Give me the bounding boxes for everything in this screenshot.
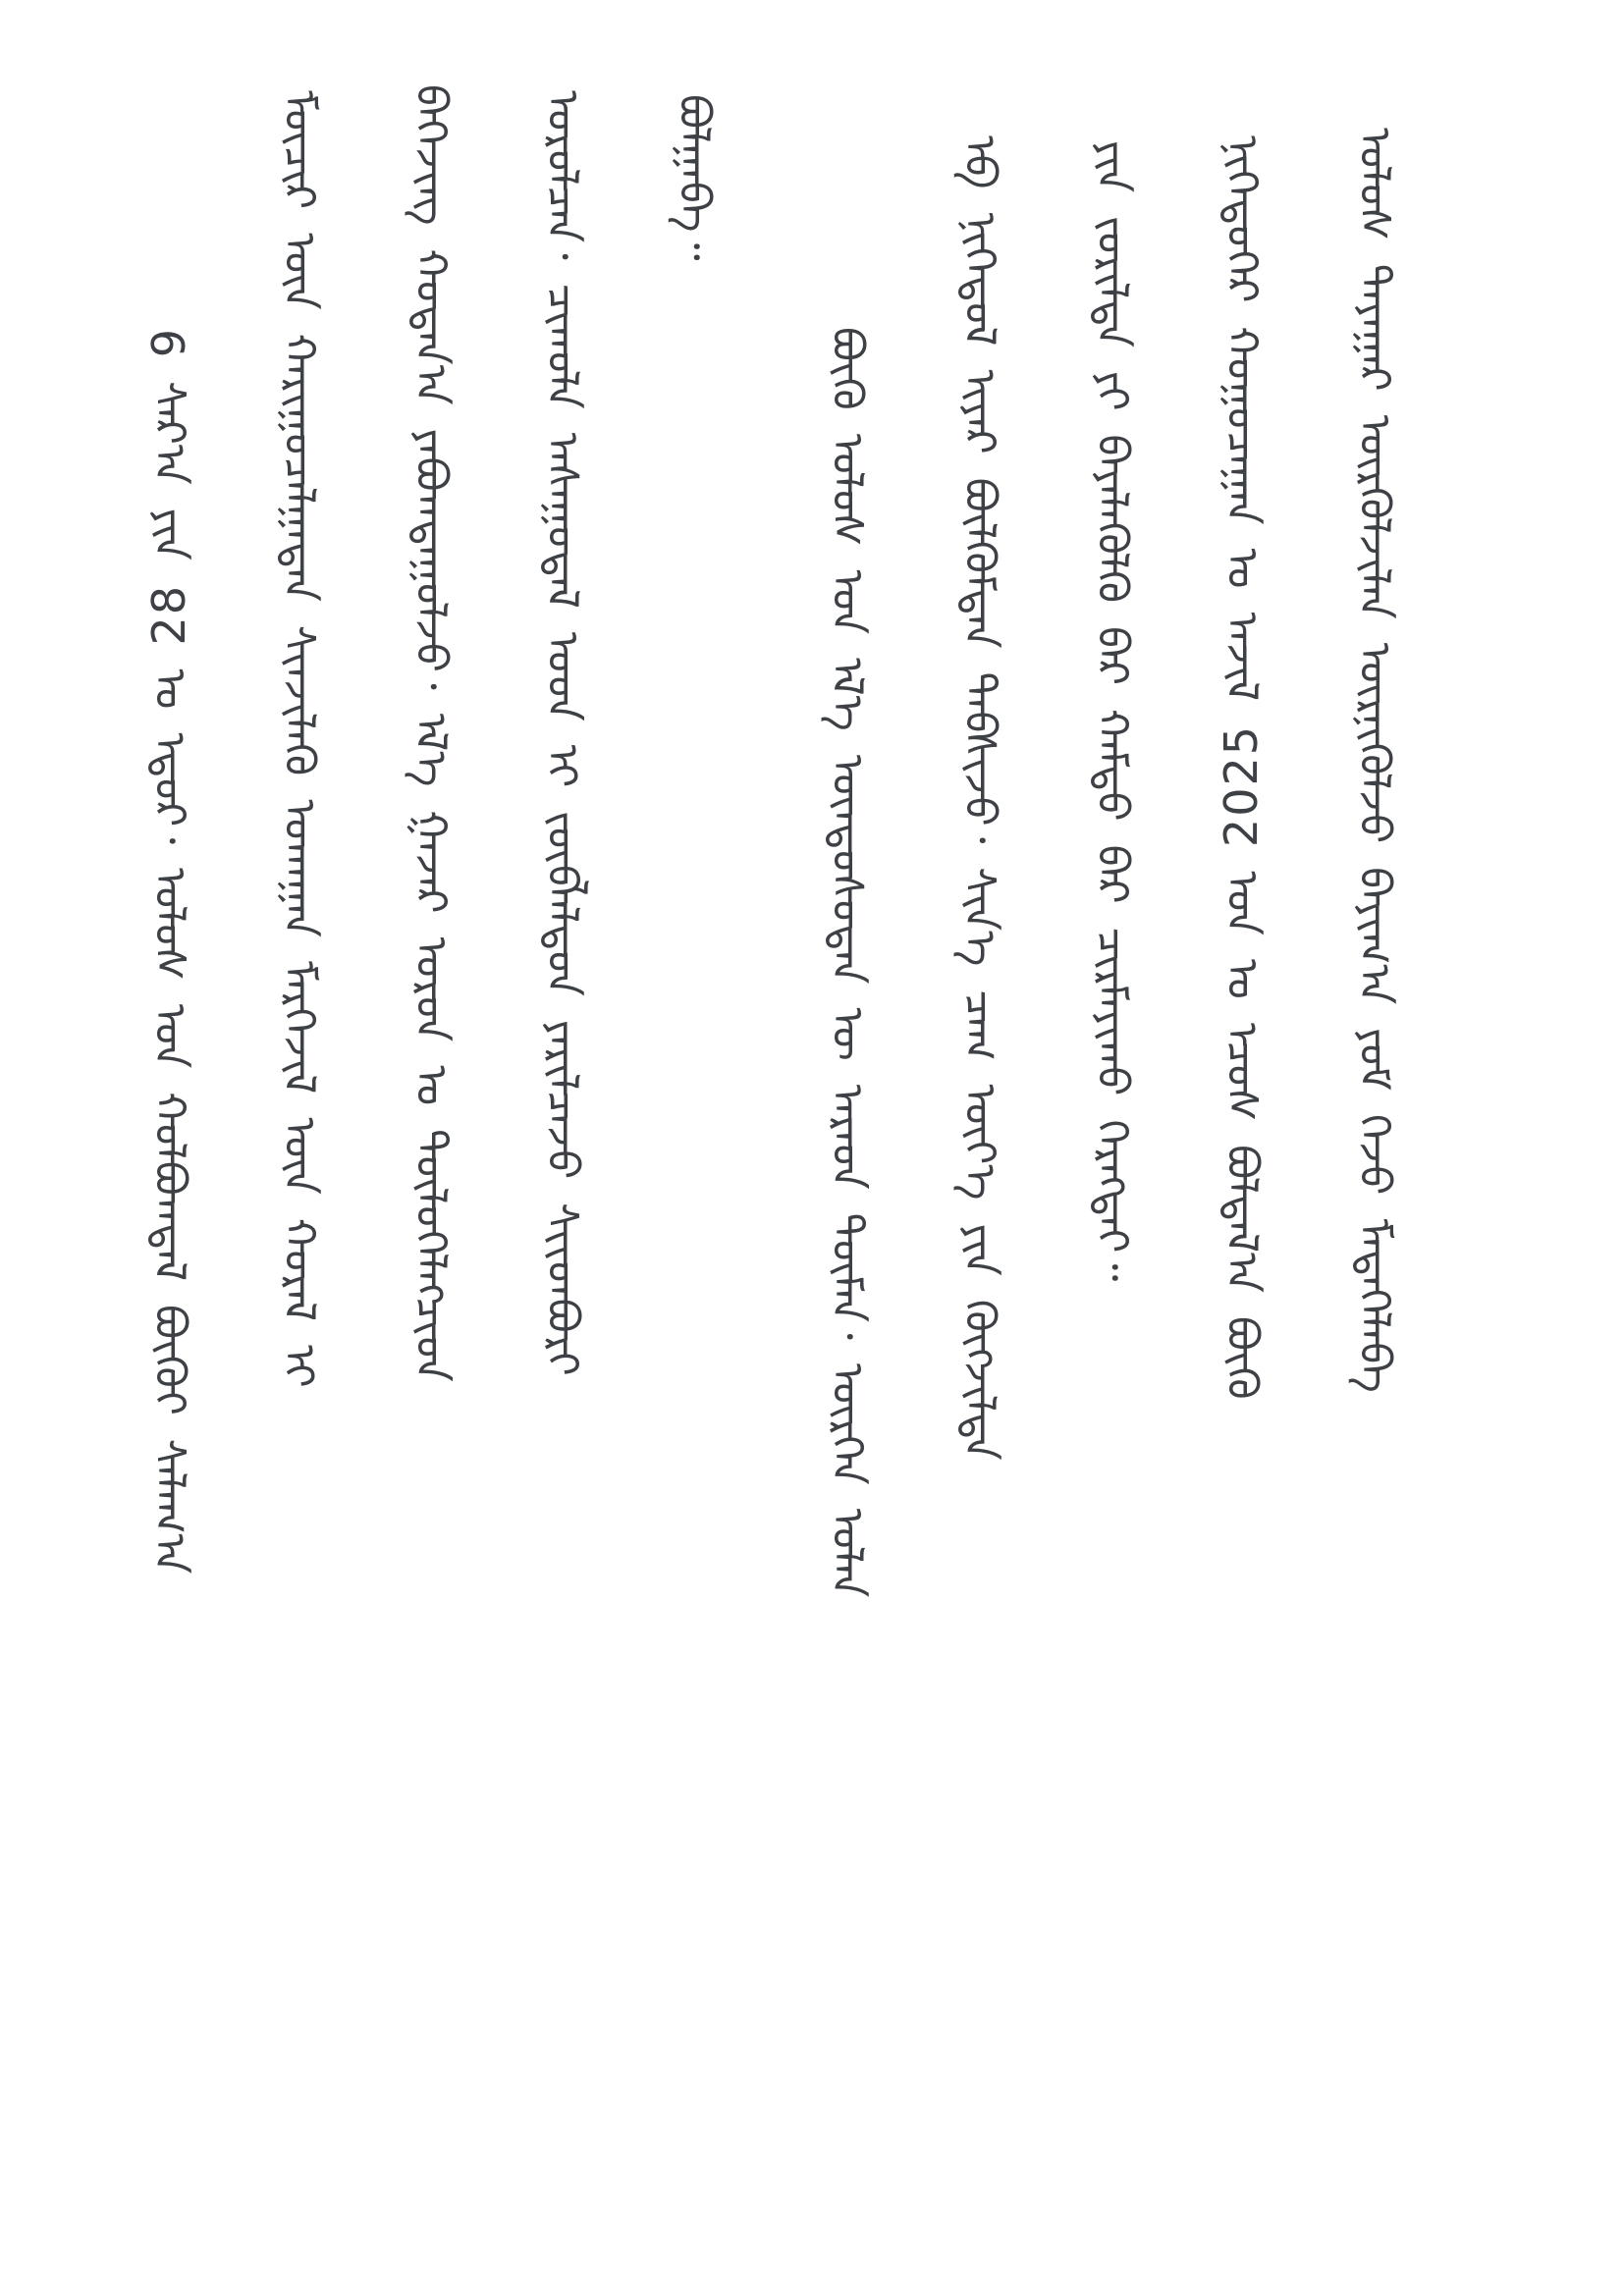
mongolian-text-run: ᠡᠪ ᠨᠢᠭᠡᠲᠦᠯ ᠢᠶᠡᠷ ᠪᠦᠯᠬᠦᠮᠳᠡᠨ ᠳᠠᠪᠰᠢᠵᠤ᠂ ᠰᠢᠨ᠎ᠡ ᠴᠠᠭ ᠦᠶ᠎ᠡ ᠶᠢᠨ ᠬᠥᠭᠵᠢᠯᠲᠡ: [954, 135, 1004, 1461]
text-column-7: [932, 57, 1026, 2285]
text-column-9: [1194, 57, 1288, 2285]
numeral-run: 9: [142, 327, 195, 358]
mongolian-text-run: ᠤᠯᠤᠰ ᠳᠠᠶᠠᠭᠠᠷ ᠦᠷᠭᠦᠯᠵᠢᠯᠡᠨ ᠥᠷᠨᠢᠭᠦᠯᠵᠦ ᠪᠠᠶᠢᠭ᠎ᠠ ᠶᠤᠮ ᠭᠡᠵᠦ ᠮᠡᠳᠡᠭᠡᠯᠡᠪᠡ: [1349, 128, 1399, 1393]
mongolian-text-run: ᠨᠢᠭᠡᠳᠦᠭᠡᠷ ᠬᠤᠭᠤᠴᠠᠭᠠᠨ ᠤ ᠠᠵᠢᠯ: [1217, 135, 1267, 725]
mongolian-text-run: ᠪᠥᠬᠥ ᠤᠯᠤᠰ ᠤᠨ ᠡᠯ᠎ᠡ ᠦᠨᠳᠦᠰᠦᠲᠡᠨ ᠦ ᠠᠷᠠᠳ ᠲᠦᠮᠡᠨ᠂ ᠥᠷᠭᠡᠨ ᠣᠯᠠᠨ: [822, 327, 872, 1598]
mongolian-text-run: ᠤ ᠡᠳᠦᠷ᠂ ᠤᠯᠤᠰ ᠤᠨ ᠬᠣᠯᠪᠣᠭᠳᠠᠯ ᠪᠦᠬᠦᠢ ᠰᠠᠯᠠᠭ᠎ᠠ: [144, 645, 194, 1575]
text-column-8: [1064, 57, 1159, 2290]
text-column-5: [646, 57, 740, 2244]
text-column-2: [251, 57, 346, 2240]
mongolian-text-run: ᠣᠨ ᠤ ᠡᠴᠦᠰ ᠪᠣᠯᠲᠠᠯ᠎ᠠ ᠪᠦᠬᠦ: [1217, 847, 1267, 1400]
mongolian-text-run: ᠪᠡᠭᠡᠵᠢᠩ ᠬᠣᠲᠠᠨ᠎ᠠ ᠶᠠᠪᠤᠭᠳᠠᠭᠤᠯᠵᠤ᠂ ᠡᠯ᠎ᠡ ᠭᠠᠵᠠᠷ ᠣᠷᠣᠨ ᠤ ᠲᠥᠯᠥᠭᠡᠯᠡᠭᠴᠢᠳ: [406, 84, 456, 1382]
text-column-3: [383, 57, 477, 2234]
mongolian-text-run: ᠣᠷᠣᠯᠴᠠᠨ᠂ ᠴᠢᠬᠤᠯᠠ ᠠᠰᠠᠭᠤᠳᠠᠯ ᠤᠳ ᠢ ᠵᠥᠪᠯᠡᠯᠳᠦᠨ ᠶᠠᠷᠢᠯᠴᠠᠵᠤ ᠰᠢᠢᠳᠪᠦᠷᠢ: [537, 90, 587, 1376]
mongolian-text-run: ᠮᠥᠴᠢᠷ ᠦᠨ ᠬᠠᠷᠢᠭᠤᠴᠠᠯᠭᠠᠲᠠᠨ ᠰᠢᠨᠵᠢᠯᠡᠬᠦ ᠤᠬᠠᠭᠠᠨ ᠮᠡᠷᠭᠡᠵᠢᠯ ᠦᠨ ᠬᠤᠷᠠᠯ ᠢ: [274, 90, 324, 1388]
numeral-run: 2025: [1215, 724, 1268, 848]
text-column-10: [1326, 57, 1421, 2277]
mongolian-text-run: ᠰᠠᠷ᠎ᠠ ᠶᠢᠨ: [144, 357, 194, 584]
mongolian-text-run: ᠪᠣᠯᠭᠠᠪᠠ᠃: [669, 94, 719, 261]
text-column-4: [514, 57, 609, 2240]
mongolian-text-run: ᠶᠢᠨ ᠵᠣᠷᠢᠯᠲᠠ ᠶᠢ ᠪᠡᠶᠡᠯᠡᠭᠦᠯᠬᠦ ᠪᠡᠷ ᠬᠠᠮᠲᠤ ᠪᠠᠷ ᠴᠢᠷᠮᠠᠶᠢᠬᠤ ᠬᠡᠷᠡᠭᠲᠡᠢ᠃: [1087, 140, 1137, 1282]
numeral-run: 28: [142, 583, 195, 646]
text-column-1: [122, 57, 216, 2296]
text-column-6: [799, 57, 893, 2296]
